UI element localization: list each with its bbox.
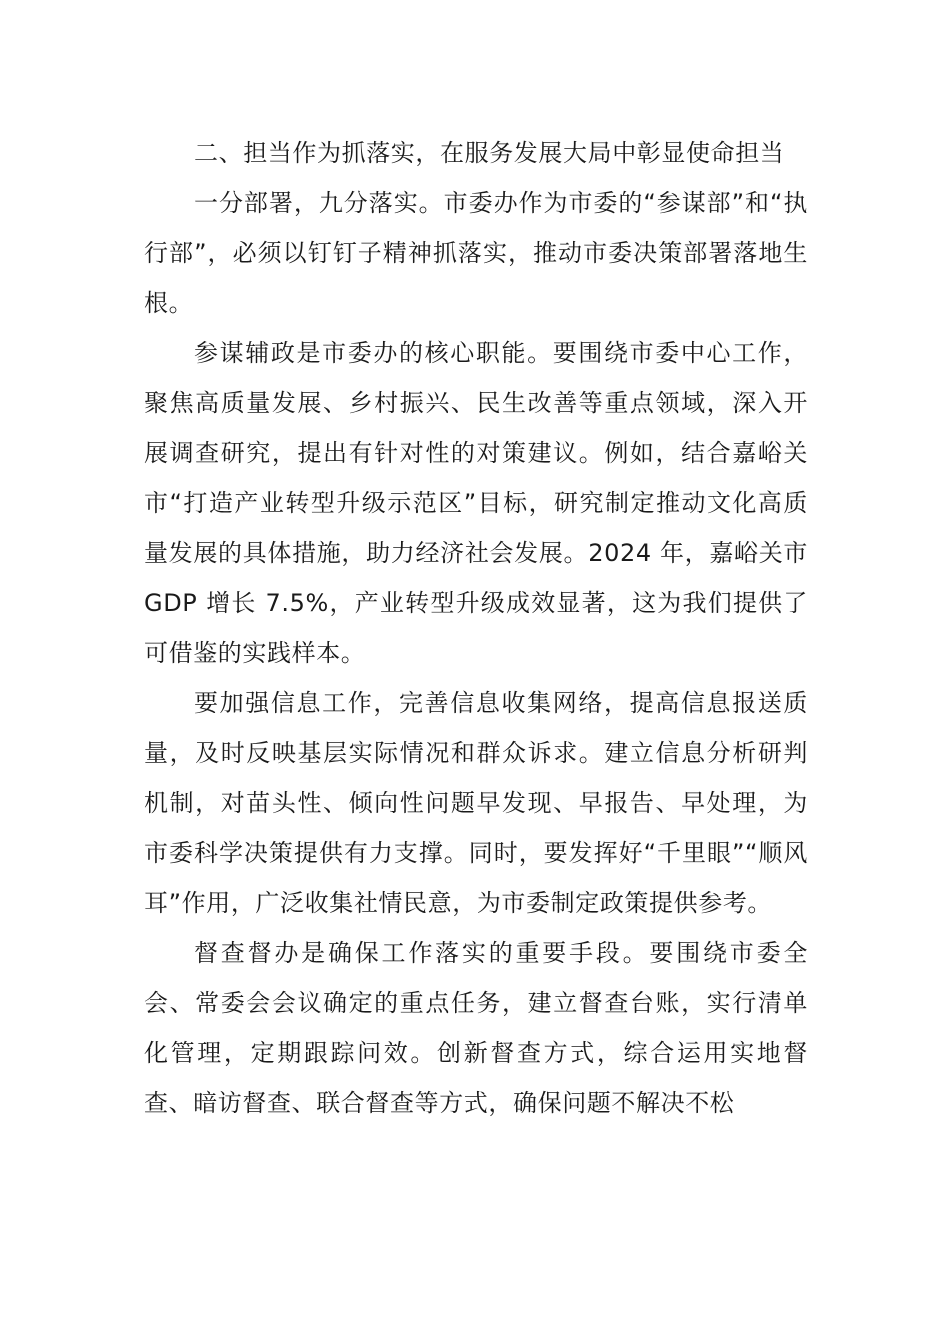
paragraph: 参谋辅政是市委办的核心职能。要围绕市委中心工作，聚焦高质量发展、乡村振兴、民生改善等重点领域，深入开展调查研究，提出有针对性的对策建议。例如，结合嘉峪关市“打造产业转型升级示范区”目标，研究制定推动文化高质量发展的具体措施，助力经济社会发展。2024 年，嘉峪关市 GDP 增长 7.5%，产业转型升级成效显著，这为我们提供了可借鉴的实践样本。 [144, 339, 808, 667]
paragraph: 督查督办是确保工作落实的重要手段。要围绕市委全会、常委会会议确定的重点任务，建立督查台账，实行清单化管理，定期跟踪问效。创新督查方式，综合运用实地督查、暗访督查、联合督查等方式，确保问题不解决不松 [144, 939, 808, 1117]
document-body [144, 128, 808, 1128]
paragraph: 一分部署，九分落实。市委办作为市委的“参谋部”和“执行部”，必须以钉钉子精神抓落实，推动市委决策部署落地生根。 [144, 189, 808, 317]
section-heading: 二、担当作为抓落实，在服务发展大局中彰显使命担当 [194, 139, 785, 167]
paragraph: 要加强信息工作，完善信息收集网络，提高信息报送质量，及时反映基层实际情况和群众诉求。建立信息分析研判机制，对苗头性、倾向性问题早发现、早报告、早处理，为市委科学决策提供有力支撑。同时，要发挥好“千里眼”“顺风耳”作用，广泛收集社情民意，为市委制定政策提供参考。 [144, 689, 808, 917]
